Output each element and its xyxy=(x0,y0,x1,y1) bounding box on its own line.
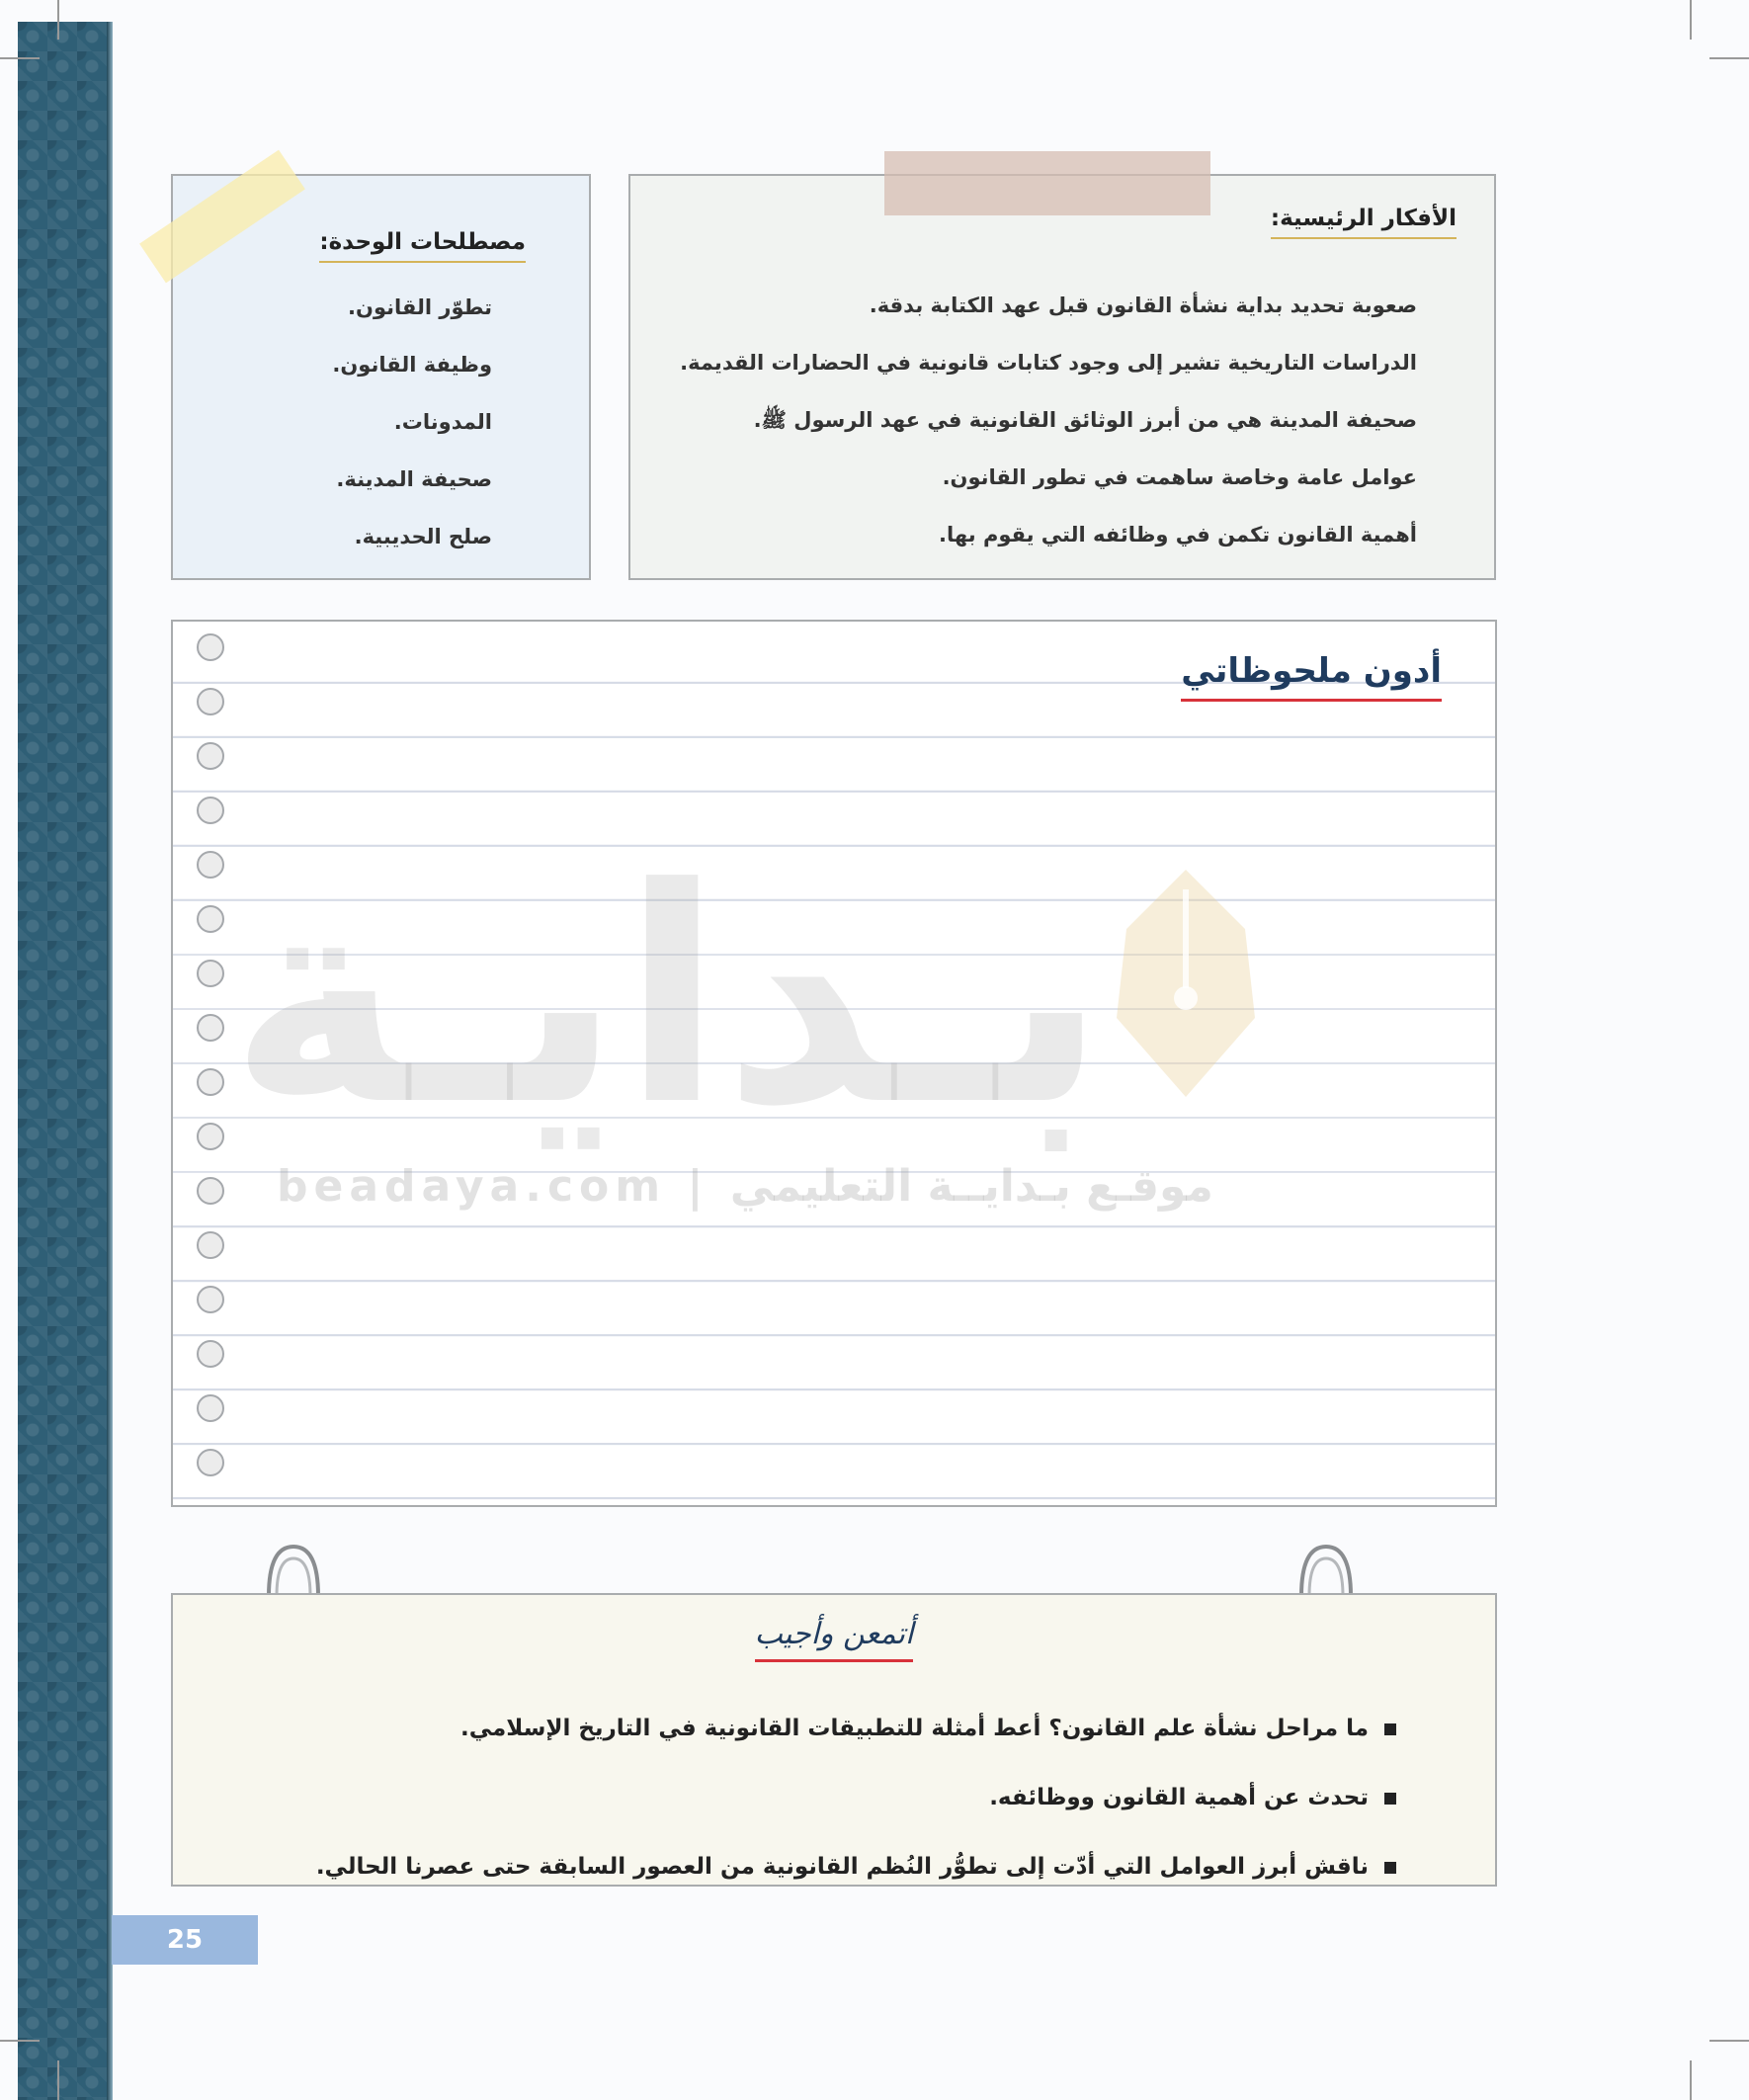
crop-mark xyxy=(1690,0,1692,40)
main-ideas-list xyxy=(666,277,1417,563)
notebook-ring xyxy=(197,1449,224,1476)
crop-mark xyxy=(1690,2060,1692,2100)
reflect-title-wrapper xyxy=(173,1617,1495,1662)
watermark-brand: بـدايـة xyxy=(228,825,1107,1170)
unit-terms-list xyxy=(255,279,492,565)
main-ideas-heading: الأفكار الرئيسية: xyxy=(1271,206,1457,239)
notebook-ring xyxy=(197,633,224,661)
crop-mark xyxy=(0,57,40,59)
list-item: صحيفة المدينة. xyxy=(336,467,492,491)
question-item: ما مراحل نشأة علم القانون؟ أعط أمثلة للتطبيقات القانونية في التاريخ الإسلامي. xyxy=(309,1694,1396,1763)
reflect-title: أتمعن وأجيب xyxy=(755,1617,914,1662)
decorative-side-band xyxy=(18,22,107,2100)
questions-list xyxy=(309,1694,1396,1901)
list-item: وظيفة القانون. xyxy=(332,353,492,377)
list-item: صلح الحديبية. xyxy=(354,525,492,548)
notebook-ring xyxy=(197,960,224,987)
notebook-ring xyxy=(197,1014,224,1042)
notebook-ring xyxy=(197,1286,224,1313)
notebook-ring xyxy=(197,1123,224,1150)
side-band-edge xyxy=(107,22,113,2100)
notebook-ring xyxy=(197,1340,224,1368)
page-number: 25 xyxy=(112,1915,258,1965)
notebook-ring xyxy=(197,742,224,770)
crop-mark xyxy=(1709,2040,1749,2042)
notebook-ring xyxy=(197,1068,224,1096)
question-item: ناقش أبرز العوامل التي أدّت إلى تطوُّر النُظم القانونية من العصور السابقة حتى عصرنا الحالي. xyxy=(309,1832,1396,1901)
crop-mark xyxy=(1709,57,1749,59)
notes-title: أدون ملحوظاتي xyxy=(1181,651,1442,702)
main-ideas-box xyxy=(628,174,1496,580)
crop-mark xyxy=(57,0,59,40)
tape-decoration xyxy=(884,151,1210,215)
list-item: صعوبة تحديد بداية نشأة القانون قبل عهد الكتابة بدقة. xyxy=(869,294,1417,317)
list-item: تطوّر القانون. xyxy=(348,295,492,319)
notebook-ring xyxy=(197,688,224,715)
reflect-and-answer-box xyxy=(171,1593,1497,1887)
crop-mark xyxy=(57,2060,59,2100)
notebook-ring xyxy=(197,1394,224,1422)
list-item: أهمية القانون تكمن في وظائفه التي يقوم بها. xyxy=(939,523,1417,546)
notebook-ring xyxy=(197,1177,224,1205)
list-item: الدراسات التاريخية تشير إلى وجود كتابات قانونية في الحضارات القديمة. xyxy=(680,351,1417,375)
notebook-ring xyxy=(197,851,224,879)
notebook-ring xyxy=(197,905,224,933)
notebook-ring xyxy=(197,797,224,824)
question-item: تحدث عن أهمية القانون ووظائفه. xyxy=(309,1763,1396,1832)
unit-terms-heading: مصطلحات الوحدة: xyxy=(319,229,526,263)
notes-notebook[interactable] xyxy=(171,620,1497,1507)
list-item: صحيفة المدينة هي من أبرز الوثائق القانونية في عهد الرسول ﷺ. xyxy=(753,408,1417,432)
notebook-ring xyxy=(197,1231,224,1259)
list-item: المدونات. xyxy=(393,410,492,434)
list-item: عوامل عامة وخاصة ساهمت في تطور القانون. xyxy=(942,465,1417,489)
crop-mark xyxy=(0,2040,40,2042)
watermark-tagline: beadaya.com | موقـع بـدايــة التعليمي xyxy=(277,1161,1213,1212)
